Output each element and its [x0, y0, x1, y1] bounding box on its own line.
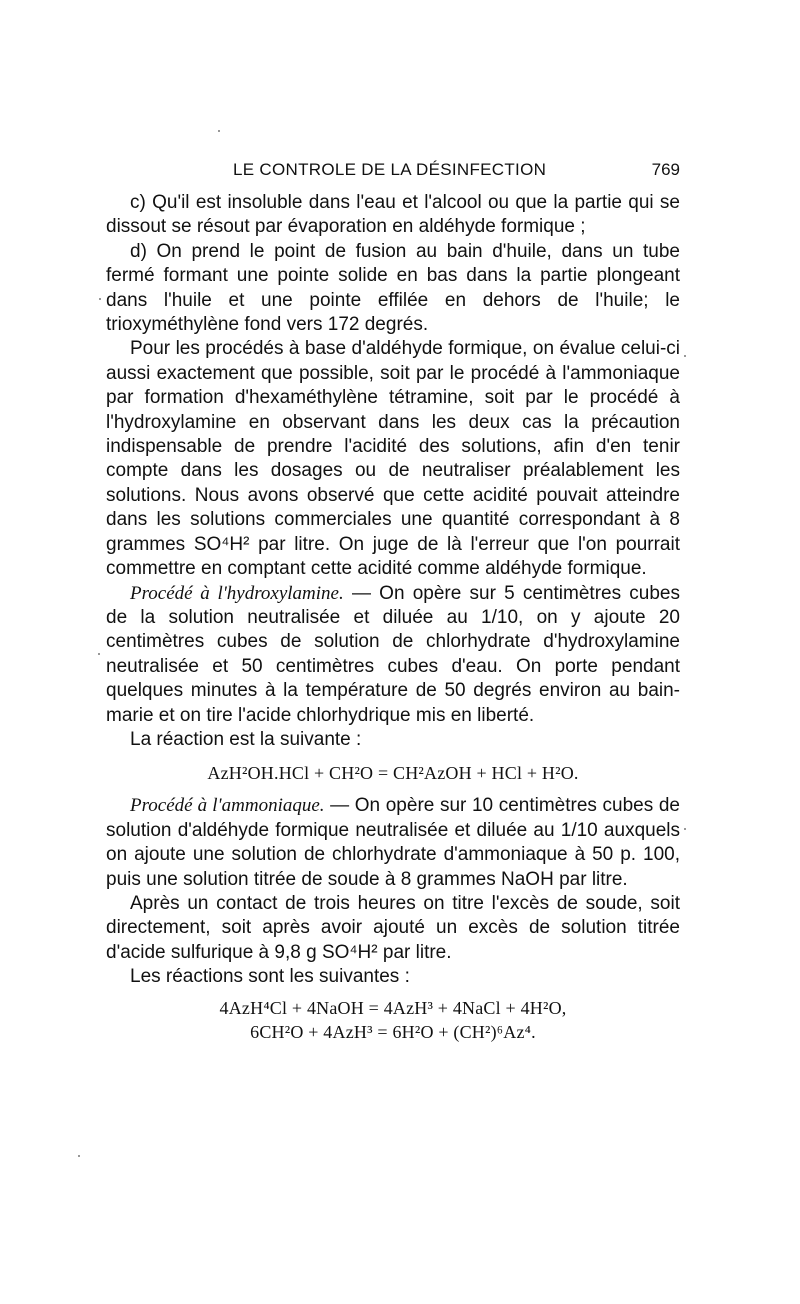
paragraph-d: d) On prend le point de fusion au bain d'huile, dans un tube fermé formant une pointe solide en bas dans la partie plongeant dans l'huile et une pointe effilée en dehors de l'huile; le trioxyméthylène fond vers 172 degrés.: [106, 240, 680, 336]
formula-hydroxylamine: AzH²OH.HCl + CH²O = CH²AzOH + HCl + H²O.: [207, 763, 579, 784]
body-text: [106, 191, 680, 1044]
section-title-hydroxylamine: Procédé à l'hydroxylamine.: [130, 582, 344, 604]
print-speck: [684, 355, 686, 357]
formula-hexamethylene: 6CH²O + 4AzH³ = 6H²O + (CH²)⁶Az⁴.: [250, 1021, 536, 1042]
paragraph-reactions-intro: Les réactions sont les suivantes :: [130, 966, 410, 988]
page-number: 769: [651, 160, 680, 179]
print-speck: [78, 1155, 80, 1157]
running-header: [106, 157, 680, 183]
section-title-ammonia: Procédé à l'ammoniaque.: [130, 795, 325, 817]
paragraph-titration: Après un contact de trois heures on titre l'excès de soude, soit directement, soit après avoir ajouté un excès de solution titrée d'acide sulfurique à 9,8 g SO⁴H² par litre.: [106, 892, 680, 963]
print-speck: [99, 298, 101, 300]
ammonia-body: — On opère sur 10 centimètres cubes de solution d'aldéhyde formique neutralisée et diluée au 1/10 auxquels on ajoute une solution de chlorhydrate d'ammoniaque à 50 p. 100, puis une solution titrée de soude à 8 grammes NaOH par litre.: [106, 795, 681, 890]
paragraph-formic-aldehyde: Pour les procédés à base d'aldéhyde formique, on évalue celui-ci aussi exactement que possible, soit par le procédé à l'ammoniaque par formation d'hexaméthylène tétramine, soit par le procédé à l'hydroxylamine en observant dans les deux cas la précaution indispensable de prendre l'acidité des solutions, afin d'en tenir compte dans les dosages ou de neutraliser préalablement les solutions. Nous avons observé que cette acidité pouvait atteindre dans les solutions commerciales une quantité correspondant à 8 grammes SO⁴H² par litre. On juge de là l'erreur que l'on pourrait commettre en comptant cette acidité comme aldéhyde formique.: [106, 338, 680, 580]
hydroxylamine-body: — On opère sur 5 centimètres cubes de la solution neutralisée et diluée au 1/10, on y ajoute 20 centimètres cubes de solution de chlorhydrate d'hydroxylamine neutralisée et 50 centimètres cubes d'eau. On porte pendant quelques minutes à la température de 50 degrés environ au bain-marie et on tire l'acide chlorhydrique mis en liberté.: [106, 582, 680, 726]
formula-ammonium-chloride: 4AzH⁴Cl + 4NaOH = 4AzH³ + 4NaCl + 4H²O,: [219, 997, 567, 1018]
print-speck: [218, 130, 220, 132]
paragraph-ammonia: [106, 794, 680, 892]
formula-block-ammonia: [106, 996, 680, 1044]
paragraph-c: c) Qu'il est insoluble dans l'eau et l'alcool ou que la partie qui se dissout se résout par évaporation en aldéhyde formique ;: [106, 192, 680, 238]
print-speck: [684, 828, 686, 830]
running-title: LE CONTROLE DE LA DÉSINFECTION: [233, 160, 547, 179]
paragraph-reaction-intro: La réaction est la suivante :: [130, 728, 362, 750]
paragraph-hydroxylamine: [106, 582, 680, 728]
print-speck: [98, 653, 100, 655]
